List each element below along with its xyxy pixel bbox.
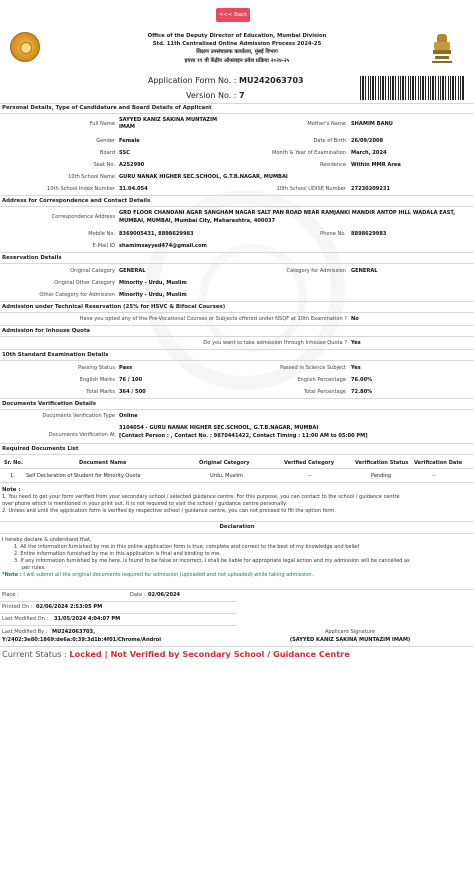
dob-value: 26/09/2008: [351, 138, 384, 144]
column-header: Original Category: [199, 460, 250, 466]
declaration-note-prefix: *Note :: [2, 572, 22, 578]
status-value: Locked | Not Verified by Secondary School / Guidance Centre: [69, 649, 350, 659]
divider: [0, 113, 474, 114]
divider: [0, 521, 474, 522]
top-bar: [0, 0, 474, 30]
header-text: [100, 32, 374, 65]
divider: [0, 601, 236, 602]
divider: [0, 589, 474, 590]
column-header: Verification Date: [414, 460, 463, 466]
board-label: Board: [100, 150, 115, 156]
seat-number-value: A252990: [119, 162, 145, 168]
header-line-4: इयत्ता ११ वी केंद्रीय ऑनलाइन प्रवेश प्रक्रिया २०२४-२५: [184, 57, 290, 64]
verification-type-label: Documents Verification Type: [42, 413, 115, 419]
other-category-label: Original Other Category: [54, 280, 115, 286]
last-modified-value: 31/05/2024 4:04:07 PM: [54, 616, 121, 622]
form-number-label: Application Form No. :: [148, 76, 237, 85]
section-personal-title: Personal Details, Type of Candidature and Board Details of Applicant: [2, 105, 212, 111]
total-percentage-label: Total Percentage: [303, 389, 346, 395]
phone-value: 8898629983: [351, 231, 387, 237]
note-line-3: 2. Unless and until the application form is verified by respective school / guidance centre, you can not proceed to fill the option form.: [2, 508, 336, 514]
declaration-text: [2, 537, 468, 579]
status-label: Current Status :: [2, 649, 67, 659]
divider: [0, 206, 474, 207]
divider: [0, 625, 236, 626]
last-modified-label: Last Modified On :: [2, 616, 49, 622]
total-marks-value: 364 / 500: [119, 389, 146, 395]
table-cell: Urdu, Muslim: [210, 473, 243, 479]
verification-at-line1: 3104054 - GURU NANAK HIGHER SEC.SCHOOL, G.T.B.NAGAR, MUMBAI: [119, 425, 319, 431]
english-percentage-label: English Percentage: [297, 377, 346, 383]
divider: [0, 103, 474, 104]
column-header: Verification Status: [355, 460, 409, 466]
mother-name-label: Mother's Name: [307, 121, 346, 127]
gender-label: Gender: [96, 138, 115, 144]
national-emblem-icon: [428, 32, 456, 64]
modified-by-value: MU242063703,: [52, 629, 96, 635]
divider: [0, 336, 474, 337]
full-name-label: Full Name: [89, 121, 115, 127]
residence-label: Residence: [319, 162, 346, 168]
other-category-value: Minority - Urdu, Muslim: [119, 280, 187, 286]
signature-name: (SAYYED KANIZ SAKINA MUNTAZIM IMAM): [289, 637, 411, 643]
table-cell: Pending: [371, 473, 391, 479]
school-name-value: GURU NANAK HIGHER SEC.SCHOOL, G.T.B.NAGAR, MUMBAI: [119, 174, 288, 180]
form-number-value: MU242063703: [239, 76, 304, 85]
version-value: 7: [239, 91, 245, 100]
verification-type-value: Online: [119, 413, 138, 419]
divider: [0, 482, 474, 483]
divider: [0, 443, 474, 444]
board-value: SSC: [119, 150, 130, 156]
divider: [0, 613, 236, 614]
full-name-value-line1: SAYYED KANIZ SAKINA MUNTAZIM: [119, 117, 218, 123]
declaration-note: [2, 572, 468, 579]
table-cell: 1.: [10, 473, 15, 479]
declaration-title: Declaration: [219, 524, 255, 530]
divider: [0, 301, 474, 302]
inhouse-question: Do you want to take admission through Inhouse Quota ?: [203, 340, 347, 346]
exam-month-label: Month & Year of Examination: [272, 150, 346, 156]
column-header: Sr. No.: [4, 460, 23, 466]
page-header: [0, 30, 474, 70]
science-label: Passed in Science Subject: [280, 365, 346, 371]
header-line-3: शिक्षण उपसंचालक कार्यालय, मुंबई विभाग: [196, 49, 278, 56]
other-category-admission-label: Other Category for Admission: [39, 292, 115, 298]
exam-month-value: March, 2024: [351, 150, 387, 156]
other-category-admission-value: Minority - Urdu, Muslim: [119, 292, 187, 298]
original-category-label: Original Category: [70, 268, 115, 274]
residence-value: Within MMR Area: [351, 162, 401, 168]
column-header: Document Name: [79, 460, 127, 466]
section-inhouse-title: Admission for Inhouse Quota: [2, 328, 91, 334]
section-technical-title: Admission under Technical Reservation (25% for HSVC & Bifocal Courses): [2, 304, 226, 310]
address-label: Correspondence Address: [51, 214, 115, 220]
note-line-2: over phone which is mentioned in your print out. It is not required to visit the school / guidance centre personally.: [2, 501, 287, 507]
divider: [0, 454, 474, 455]
declaration-point-3: 3. If any information furnished by me here, is found to be false or incorrect, I shall be liable for appropriate legal action and my admission will be cancelled as: [14, 558, 410, 564]
table-cell: --: [432, 473, 436, 479]
address-value-line2: MUMBAI, MUMBAI, Mumbai City, Maharashtra, 400037: [119, 218, 276, 224]
admission-category-label: Category for Admission: [286, 268, 346, 274]
divider: [0, 325, 474, 326]
divider: [0, 398, 474, 399]
gender-value: Female: [119, 138, 140, 144]
school-index-value: 31.04.054: [119, 186, 148, 192]
place-label: Place :: [2, 592, 19, 598]
declaration-point-3-cont: per rules.: [22, 565, 46, 571]
passing-status-value: Pass: [119, 365, 133, 371]
declaration-point-1: 1. All the information furnished by me in this online application form is true, complete and correct to the best of my knowledge and belief: [14, 544, 360, 550]
total-marks-label: Total Marks: [86, 389, 115, 395]
school-name-label: 10th School Name: [68, 174, 115, 180]
divider: [0, 312, 474, 313]
printed-on-label: Printed On :: [2, 604, 33, 610]
column-header: Verified Category: [284, 460, 335, 466]
verification-at-label: Documents Verification At: [48, 432, 115, 438]
school-index-label: 10th School Index Number: [47, 186, 115, 192]
application-form-number: [148, 76, 304, 85]
back-button[interactable]: <<< Back: [216, 8, 250, 22]
current-status: [2, 649, 350, 659]
section-reservation-title: Reservation Details: [2, 255, 62, 261]
email-label: E-Mail ID: [92, 243, 115, 249]
date-value: 02/06/2024: [148, 592, 181, 598]
header-line-1: Office of the Deputy Director of Education, Mumbai Division: [147, 33, 327, 39]
modified-by-label: Last Modified By :: [2, 629, 48, 635]
section-verification-title: Documents Verification Details: [2, 401, 96, 407]
admission-category-value: GENERAL: [351, 268, 378, 274]
passing-status-label: Passing Status: [78, 365, 115, 371]
english-marks-value: 76 / 100: [119, 377, 143, 383]
school-udise-label: 10th School UDISE Number: [276, 186, 346, 192]
note-title: Note :: [2, 487, 21, 493]
full-name-value-line2: IMAM: [119, 124, 135, 130]
barcode-image: [360, 76, 464, 100]
divider: [0, 195, 474, 196]
mobile-label: Mobile No.: [88, 231, 115, 237]
note-line-1: 1. You need to get your form verified from your secondary school / selected guidance centre. For this purpose, you can contact to the school / guidance centre: [2, 494, 400, 500]
section-contact-title: Address for Correspondence and Contact Details: [2, 198, 151, 204]
divider: [0, 533, 474, 534]
header-line-2: Std. 11th Centralised Online Admission Process 2024-25: [152, 41, 322, 48]
technical-answer: No: [351, 316, 359, 322]
total-percentage-value: 72.80%: [351, 389, 373, 395]
school-udise-value: 27230209231: [351, 186, 390, 192]
divider: [0, 409, 474, 410]
date-label: Date :: [130, 592, 146, 598]
verification-at-line2: [Contact Person : , Contact No. : 9870441422, Contact Timing : 11:00 AM to 05:00 PM]: [119, 433, 368, 439]
declaration-note-text: I will submit all the original documents required for admission (uploaded and not uploaded) while taking admission.: [21, 572, 314, 578]
education-department-logo-icon: [10, 32, 40, 62]
inhouse-answer: Yes: [351, 340, 361, 346]
english-marks-label: English Marks: [79, 377, 115, 383]
declaration-point-2: 2. Entire information furnished by me in this application is final and binding to me.: [14, 551, 221, 557]
mobile-value: 8369005431, 8898629983: [119, 231, 194, 237]
english-percentage-value: 76.00%: [351, 377, 373, 383]
divider: [0, 263, 474, 264]
address-value-line1: GRD FLOOR CHANDANI AGAR SANGHAM NAGAR SALT PAN ROAD NEAR RAMJANKI MANDIR ANTOP HILL WADALA EAST,: [119, 210, 456, 216]
original-category-value: GENERAL: [119, 268, 146, 274]
signature-label: Applicant Signature: [324, 629, 376, 635]
version-label: Version No. :: [186, 91, 237, 100]
divider: [0, 360, 474, 361]
divider: [0, 349, 474, 350]
divider: [0, 646, 474, 647]
declaration-intro: I hereby declare & understand that,: [2, 537, 92, 543]
printed-on-value: 02/06/2024 2:53:05 PM: [36, 604, 103, 610]
phone-label: Phone No.: [320, 231, 346, 237]
modified-by-value-line2: Y/2402:3e80:1869:de6a:0:39:3d1b:4f01/Chrome/Androi: [2, 637, 162, 643]
note-text: [2, 494, 468, 515]
table-cell: --: [308, 473, 312, 479]
divider: [0, 252, 474, 253]
email-value: shamimsayyed474@gmail.com: [119, 243, 207, 249]
version-number: [186, 91, 245, 100]
science-value: Yes: [351, 365, 361, 371]
mother-name-value: SHAMIM BANU: [351, 121, 393, 127]
divider: [0, 468, 474, 469]
technical-question: Have you opted any of the Pre-Vocational Courses or Subjects offered under NSQF at 10th Examination ?: [79, 316, 347, 322]
table-cell: Self Declaration of Student for Minority Quota: [26, 473, 141, 479]
section-exam-title: 10th Standard Examination Details: [2, 352, 109, 358]
section-documents-title: Required Documents List: [2, 446, 79, 452]
dob-label: Date of Birth: [313, 138, 346, 144]
seat-number-label: Seat No.: [93, 162, 115, 168]
